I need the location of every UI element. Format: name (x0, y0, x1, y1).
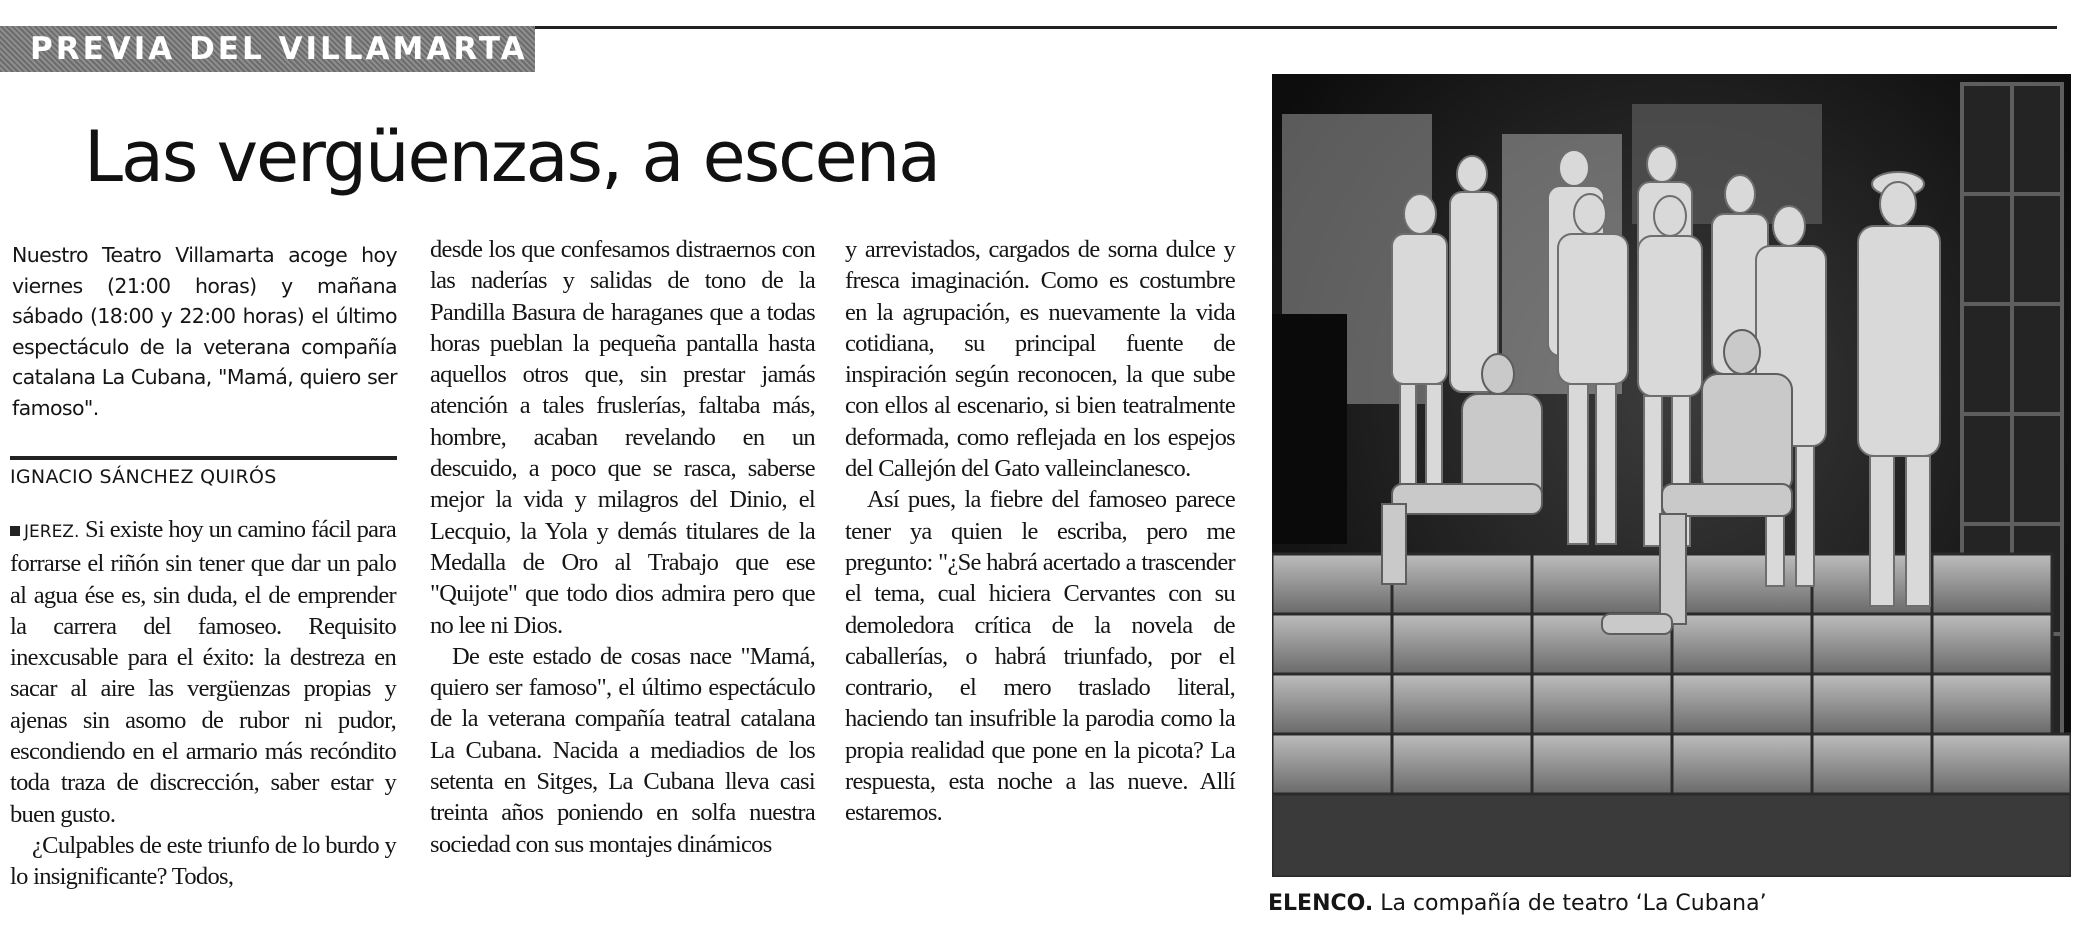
dateline-square-icon (10, 526, 20, 536)
article-column-3 (845, 234, 1235, 829)
lead-paragraph: Nuestro Teatro Villamarta acoge hoy viernes (21:00 horas) y mañana sábado (18:00 y 22:00 horas) el último espectáculo de la veterana compañía catalana La Cubana, "Mamá, quiero ser famoso". (12, 243, 397, 420)
photo-caption (1268, 891, 1767, 916)
headline: Las vergüenzas, a escena (84, 116, 939, 198)
article-paragraph: y arrevistados, cargados de sorna dulce y fresca imaginación. Como es costumbre en la agrupación, es nuevamente la vida cotidiana, su principal fuente de inspiración según reconocen, la que sube con ellos al escenario, si bien teatralmente deformada, como reflejada en los espejos del Callejón del Gato valleinclanesco. (845, 236, 1235, 483)
article-paragraph: De este estado de cosas nace "Mamá, quiero ser famoso", el último espectáculo de la veterana compañía teatral catalana La Cubana. Nacida a mediadios de los setenta en Sitges, La Cubana lleva casi treinta años poniendo en solfa nuestra sociedad con sus montajes dinámicos (430, 642, 815, 858)
article-paragraph: desde los que confesamos distraernos con las naderías y salidas de tono de la Pandilla Basura de haraganes que a todas horas pueblan la pequeña pantalla hasta aquellos otros que, sin prestar jamás atención a tales fruslerías, faltaba más, hombre, acaban revelando en un descuido, a poco que se rasca, saberse mejor la vida y milagros del Dinio, el Lecquio, la Yola y demás titulares de la Medalla de Oro al Trabajo que ese "Quijote" que todo dios admira pero que no lee ni Dios. (430, 236, 815, 639)
byline: IGNACIO SÁNCHEZ QUIRÓS (10, 466, 277, 488)
caption-lead: ELENCO. (1268, 891, 1374, 916)
byline-rule (10, 456, 397, 460)
theatre-cast-photo-icon (1272, 74, 2071, 877)
article-paragraph: ¿Culpables de este triunfo de lo burdo y lo insignificante? Todos, (10, 831, 396, 891)
cast-photo (1272, 74, 2071, 877)
top-rule (535, 26, 2057, 29)
article-column-1 (10, 514, 396, 893)
caption-text: La compañía de teatro ‘La Cubana’ (1380, 891, 1767, 916)
article-paragraph: Así pues, la fiebre del famoseo parece tener ya quien le escriba, pero me pregunto: "¿Se habrá acertado a trascender el tema, cual hiciera Cervantes con su demoledora crítica de la novela de caballerías, o habrá triunfado, por el contrario, el mero traslado literal, haciendo tan insufrible la parodia como la propia realidad que pone en la picota? La respuesta, esta noche a las nueve. Allí estaremos. (845, 486, 1235, 827)
article-paragraph (10, 514, 396, 830)
article-column-2 (430, 234, 815, 860)
dateline: JEREZ. (24, 522, 80, 542)
section-tag: PREVIA DEL VILLAMARTA (0, 26, 535, 72)
paragraph-text: Si existe hoy un camino fácil para forrarse el riñón sin tener que dar un palo al agua ése es, sin duda, el de emprender la carrera del famoseo. Requisito inexcusable para el éxito: la destreza en sacar al aire las vergüenzas propias y ajenas sin asomo de rubor ni pudor, escondiendo en el armario más recóndito toda traza de discrección, saber estar y buen gusto. (10, 516, 396, 828)
